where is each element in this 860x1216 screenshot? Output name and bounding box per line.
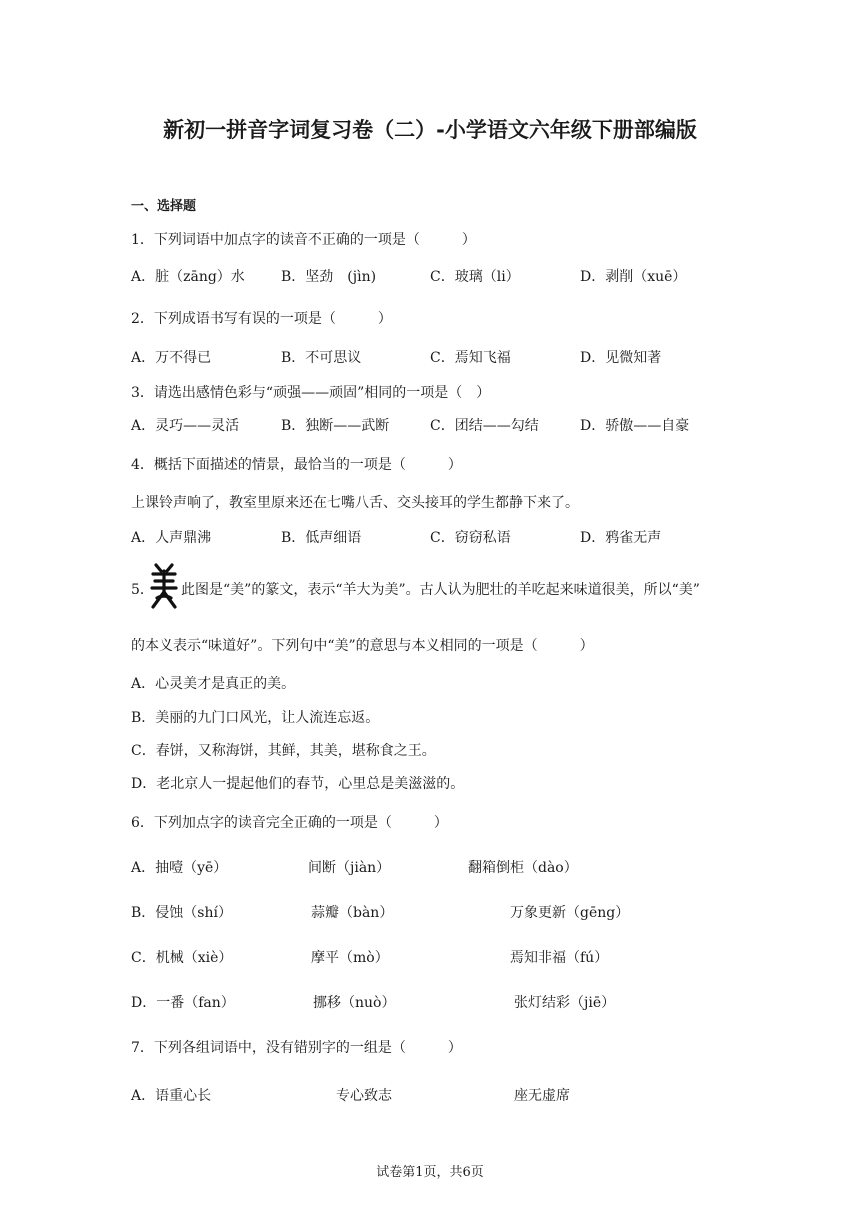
q3-option-a: A．灵巧——灵活: [131, 418, 240, 434]
q6-option-b-word2: 蒜瓣（bàn）: [311, 905, 394, 921]
q6-option-b-word1: B．侵蚀（shí）: [131, 905, 232, 921]
q7-option-a-word2: 专心致志: [336, 1088, 392, 1104]
q6-option-b-word3: 万象更新（gēng）: [510, 905, 630, 921]
q6-option-c-word3: 焉知非福（fú）: [510, 950, 609, 966]
q6-option-d-word3: 张灯结彩（jiē）: [514, 995, 616, 1011]
question-5-stem-line2: 的本义表示“味道好”。下列句中“美”的意思与本义相同的一项是（ ）: [131, 638, 594, 654]
q5-option-b: B．美丽的九门口风光，让人流连忘返。: [131, 710, 380, 726]
q6-option-a-word2: 间断（jiàn）: [308, 860, 391, 876]
q3-option-c: C．团结——勾结: [430, 418, 539, 434]
q7-option-a-word3: 座无虚席: [514, 1088, 570, 1104]
question-2-stem: 2．下列成语书写有误的一项是（ ）: [131, 311, 392, 327]
page-title: 新初一拼音字词复习卷（二）-小学语文六年级下册部编版: [163, 118, 697, 142]
question-6-stem: 6．下列加点字的读音完全正确的一项是（ ）: [131, 815, 448, 831]
q5-option-c: C．春饼，又称海饼，其鲜，其美，堪称食之王。: [131, 743, 436, 759]
q2-option-c: C．焉知飞福: [430, 350, 511, 366]
q2-option-b: B．不可思议: [281, 350, 362, 366]
question-5-stem-line1: 此图是“美”的篆文，表示“羊大为美”。古人认为肥壮的羊吃起来味道很美，所以“美”: [181, 582, 700, 598]
question-3-stem: 3．请选出感情色彩与“顽强——顽固”相同的一项是（ ）: [131, 385, 491, 401]
question-5-number: 5．: [131, 582, 154, 598]
q6-option-a-word3: 翻箱倒柜（dào）: [468, 860, 578, 876]
q6-option-c-word1: C．机械（xiè）: [131, 950, 233, 966]
page-footer: 试卷第1页，共6页: [376, 1165, 484, 1180]
q2-option-d: D．见微知著: [580, 350, 662, 366]
question-7-stem: 7．下列各组词语中，没有错别字的一组是（ ）: [131, 1040, 462, 1056]
q6-option-a-word1: A．抽噎（yē）: [131, 860, 228, 876]
question-1-stem: 1．下列词语中加点字的读音不正确的一项是（ ）: [131, 232, 476, 248]
q4-passage: 上课铃声响了，教室里原来还在七嘴八舌、交头接耳的学生都静下来了。: [131, 495, 579, 511]
question-4-stem: 4．概括下面描述的情景，最恰当的一项是（ ）: [131, 457, 462, 473]
q6-option-d-word1: D．一番（fan）: [131, 995, 235, 1011]
q7-option-a-word1: A．语重心长: [131, 1088, 212, 1104]
q5-option-d: D．老北京人一提起他们的春节，心里总是美滋滋的。: [131, 776, 465, 792]
q1-option-b: B．坚劲 (jìn): [281, 269, 377, 285]
q2-option-a: A．万不得已: [131, 350, 212, 366]
q6-option-c-word2: 摩平（mò）: [311, 950, 389, 966]
q6-option-d-word2: 挪移（nuò）: [313, 995, 396, 1011]
q4-option-d: D．鸦雀无声: [580, 530, 662, 546]
q3-option-b: B．独断——武断: [281, 418, 390, 434]
q4-option-a: A．人声鼎沸: [131, 530, 212, 546]
q5-option-a: A．心灵美才是真正的美。: [131, 676, 296, 692]
q1-option-a: A．脏（zāng）水: [131, 269, 245, 285]
seal-script-mei-image: [148, 562, 180, 610]
section-heading: 一、选择题: [131, 199, 197, 214]
q4-option-c: C．窃窃私语: [430, 530, 511, 546]
q1-option-c: C．玻璃（li）: [430, 269, 520, 285]
q1-option-d: D．剥削（xuē）: [580, 269, 687, 285]
q4-option-b: B．低声细语: [281, 530, 362, 546]
q3-option-d: D．骄傲——自豪: [580, 418, 690, 434]
